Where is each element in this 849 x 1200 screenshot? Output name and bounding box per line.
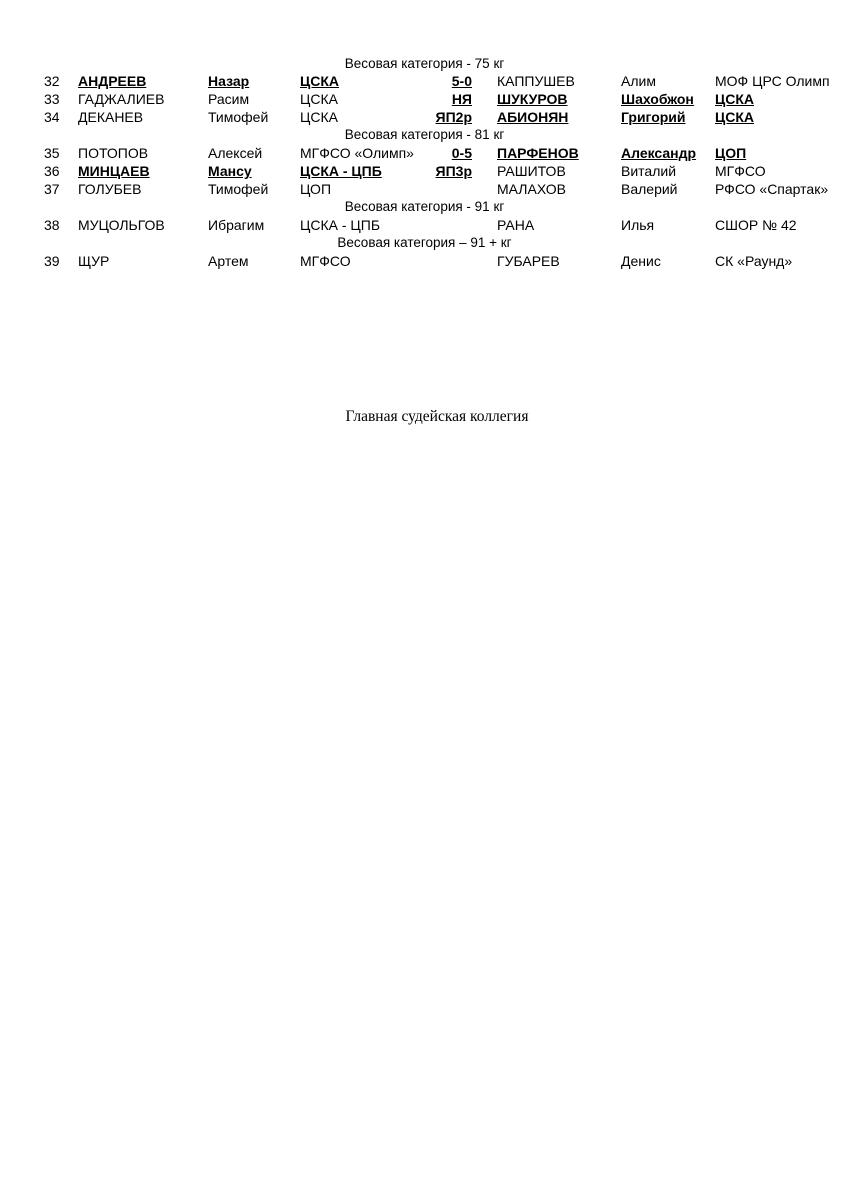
bout-number: 37	[44, 181, 60, 197]
red-club: ЦСКА	[300, 109, 338, 125]
blue-first-name: Александр	[621, 145, 697, 161]
red-last-name: МИНЦАЕВ	[78, 163, 150, 179]
blue-last-name: КАППУШЕВ	[497, 73, 575, 89]
blue-first-name: Шахобжон	[621, 91, 694, 107]
blue-club: ЦСКА	[715, 91, 754, 107]
blue-first-name: Денис	[621, 253, 661, 269]
bout-result: 0-5	[451, 145, 472, 161]
weight-category-81: Весовая категория - 81 кг	[344, 127, 505, 142]
blue-club: СШОР № 42	[715, 217, 797, 233]
bout-number: 34	[44, 109, 60, 125]
blue-last-name: РАНА	[497, 217, 535, 233]
bout-result: 5-0	[451, 73, 472, 89]
blue-last-name: АБИОНЯН	[497, 109, 569, 125]
red-club: МГФСО	[300, 253, 351, 269]
bout-number: 36	[44, 163, 60, 179]
bout-row-33	[0, 90, 849, 108]
blue-last-name: ГУБАРЕВ	[497, 253, 560, 269]
red-first-name: Алексей	[208, 145, 263, 161]
red-club: ЦСКА	[300, 73, 339, 89]
red-club: ЦСКА	[300, 91, 338, 107]
weight-category-91: Весовая категория - 91 кг	[344, 199, 505, 214]
red-last-name: МУЦОЛЬГОВ	[78, 217, 165, 233]
blue-last-name: МАЛАХОВ	[497, 181, 566, 197]
blue-club: ЦСКА	[715, 109, 754, 125]
red-club: ЦСКА - ЦПБ	[300, 217, 381, 233]
blue-first-name: Валерий	[621, 181, 678, 197]
red-first-name: Назар	[208, 73, 250, 89]
red-last-name: ДЕКАНЕВ	[78, 109, 144, 125]
blue-first-name: Григорий	[621, 109, 686, 125]
red-last-name: ПОТОПОВ	[78, 145, 149, 161]
red-first-name: Тимофей	[208, 181, 269, 197]
bout-result: НЯ	[451, 91, 472, 107]
red-last-name: АНДРЕЕВ	[78, 73, 147, 89]
blue-club: СК «Раунд»	[715, 253, 793, 269]
blue-first-name: Виталий	[621, 163, 677, 179]
bout-row-36	[0, 162, 849, 180]
red-club: МГФСО «Олимп»	[300, 145, 414, 161]
chief-judges-panel-caption: Главная судейская коллегия	[345, 408, 529, 425]
red-last-name: ГАДЖАЛИЕВ	[78, 91, 165, 107]
bout-number: 39	[44, 253, 60, 269]
blue-last-name: ШУКУРОВ	[497, 91, 568, 107]
bout-row-34	[0, 108, 849, 126]
bout-number: 38	[44, 217, 60, 233]
bout-row-38	[0, 216, 849, 234]
blue-club: МГФСО	[715, 163, 766, 179]
bout-row-37	[0, 180, 849, 198]
red-first-name: Ибрагим	[208, 217, 265, 233]
bout-row-35	[0, 144, 849, 162]
bout-number: 35	[44, 145, 60, 161]
red-club: ЦСКА - ЦПБ	[300, 163, 382, 179]
bout-row-32	[0, 72, 849, 90]
red-last-name: ГОЛУБЕВ	[78, 181, 142, 197]
blue-club: ЦОП	[715, 145, 747, 161]
blue-first-name: Илья	[621, 217, 655, 233]
bout-result: ЯП3р	[435, 163, 472, 179]
blue-last-name: РАШИТОВ	[497, 163, 566, 179]
bout-number: 32	[44, 73, 60, 89]
weight-category-75: Весовая категория - 75 кг	[344, 56, 505, 71]
blue-first-name: Алим	[621, 73, 656, 89]
bout-number: 33	[44, 91, 60, 107]
blue-club: РФСО «Спартак»	[715, 181, 829, 197]
bout-row-39	[0, 252, 849, 270]
red-first-name: Тимофей	[208, 109, 269, 125]
red-first-name: Расим	[208, 91, 250, 107]
bout-result: ЯП2р	[435, 109, 472, 125]
red-club: ЦОП	[300, 181, 332, 197]
red-first-name: Мансу	[208, 163, 252, 179]
red-last-name: ЩУР	[78, 253, 110, 269]
blue-club: МОФ ЦРС Олимп	[715, 73, 830, 89]
blue-last-name: ПАРФЕНОВ	[497, 145, 579, 161]
red-first-name: Артем	[208, 253, 249, 269]
weight-category-91-plus: Весовая категория – 91 + кг	[337, 235, 512, 250]
